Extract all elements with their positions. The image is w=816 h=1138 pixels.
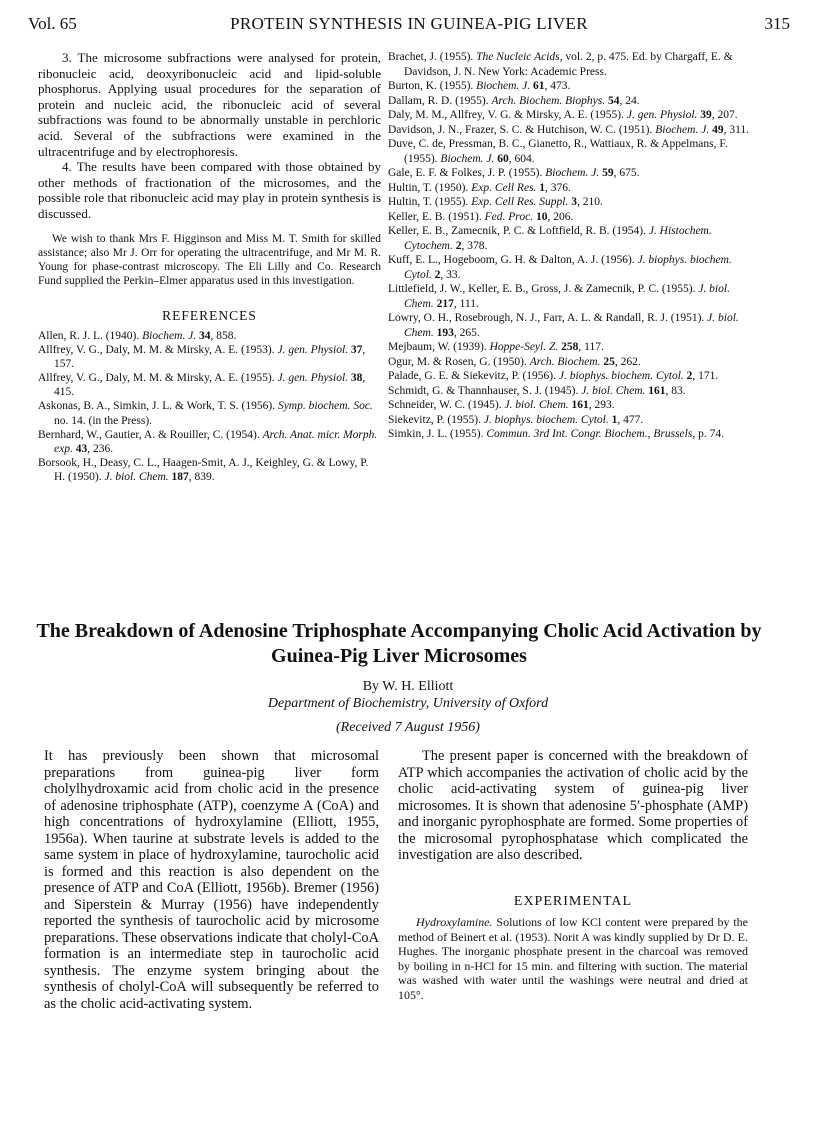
reference-authors: Brachet, J. (1955). [388, 51, 474, 63]
reference-entry [388, 181, 750, 196]
reference-volume: 2 [686, 370, 693, 382]
intro-paragraph: It has previously been shown that microsomal preparations from guinea-pig liver form cholylhydroxamic acid from cholic acid in the presence of adenosine triphosphate (ATP), coenzyme A (CoA) and high concentrations of hydroxylamine (Elliott, 1955, 1956a). When taurine at substrate levels is added to the same system in place of hydroxylamine, taurocholic acid is formed and this reaction is also dependent on the presence of ATP and CoA (Elliott, 1956b). Bremer (1956) and Siperstein & Murray (1956) have independently reported the synthesis of taurocholic acid by microsome preparations. These observations indicate that cholyl-CoA formation is an intermediate step in taurocholic acid synthesis. The enzyme system bringing about the synthesis of cholyl-CoA will subsequently be referred to as the cholic acid-activating system. [44, 748, 379, 1012]
reference-pages: p. 74. [698, 428, 724, 440]
article-author: By W. H. Elliott [362, 679, 454, 694]
reference-entry [38, 343, 381, 371]
reference-entry [388, 166, 750, 181]
reference-volume: 2 [455, 239, 462, 252]
reference-authors: Palade, G. E. & Siekevitz, P. (1956). [388, 370, 557, 382]
reference-volume: 1 [539, 181, 546, 194]
references-list-right [388, 50, 750, 442]
reference-entry [388, 427, 750, 442]
reference-authors: Allfrey, V. G., Daly, M. M. & Mirsky, A. E. (1955). [38, 372, 275, 385]
reference-authors: Dallam, R. D. (1955). [388, 94, 489, 107]
reference-volume: 34 [198, 329, 211, 342]
reference-journal: J. biophys. biochem. Cytol. [404, 254, 732, 281]
reference-entry [388, 340, 750, 355]
reference-entry [388, 210, 750, 225]
reference-journal: Arch. Anat. micr. Morph. exp. [54, 428, 378, 455]
reference-journal: J. Histochem. Cytochem. [404, 225, 712, 252]
summary-point-4: 4. The results have been compared with those obtained by other methods of fractionation of the microsomes, and the possible role that ribonucleic acid may play in protein synthesis is discussed. [38, 159, 381, 221]
reference-pages: , 33. [440, 268, 461, 281]
body-right-column [398, 748, 748, 1002]
reference-pages: , 378. [461, 239, 488, 252]
reference-journal: Arch. Biochem. [529, 355, 601, 368]
hydroxylamine-paragraph [398, 915, 748, 1002]
reference-pages: , 206. [547, 210, 574, 223]
reference-entry [388, 123, 750, 138]
reference-entry [388, 137, 750, 166]
reference-pages: , 111. [453, 297, 479, 310]
reference-entry [388, 108, 750, 123]
reference-entry [38, 399, 381, 427]
reference-pages: vol. 2, p. 475. Ed. by Chargaff, E. & Davidson, J. N. New York: Academic Press. [404, 51, 733, 78]
experimental-heading: EXPERIMENTAL [513, 893, 633, 909]
reference-volume: 258 [561, 341, 579, 353]
reference-volume: 38 [350, 372, 363, 385]
reference-volume: 161 [571, 399, 589, 411]
reference-pages: , 210. [576, 196, 603, 208]
reference-authors: Keller, E. B., Zamecnik, P. C. & Loftfield, R. B. (1954). [388, 225, 646, 237]
running-title: PROTEIN SYNTHESIS IN GUINEA-PIG LIVER [230, 14, 588, 33]
reference-pages: , 117. [578, 341, 604, 353]
reference-journal: Biochem. J. [142, 329, 197, 342]
reference-entry [388, 384, 750, 399]
acknowledgement: We wish to thank Mrs F. Higginson and Miss M. T. Smith for skilled assistance; also Mr J. Orr for operating the ultracentrifuge, and Mr M. R. Young for phase-contrast microscopy. The Eli Lilly and Co. Research Fund supplied the Perkin–Elmer apparatus used in this investigation. [38, 232, 381, 288]
reference-entry [388, 398, 750, 413]
reference-entry [388, 224, 750, 253]
reference-volume: 49 [712, 123, 724, 136]
reference-entry [388, 311, 750, 340]
reference-volume: 1 [611, 413, 618, 426]
reference-volume: 37 [350, 344, 363, 357]
reference-entry [388, 413, 750, 428]
reference-entry [388, 94, 750, 109]
reference-authors: Gale, E. F. & Folkes, J. P. (1955). [388, 167, 543, 179]
hydroxylamine-text: Solutions of low KCl content were prepared by the method of Beinert et al. (1953). Norit A was kindly supplied by Dr D. E. Hughes. The inorganic phosphate present in the charcoal was removed by boiling in n-HCl for 15 min. and filtering with suction. The material was washed with water until the washings were neutral and dried at 105°. [398, 915, 748, 1002]
reference-journal: Fed. Proc. [484, 210, 534, 223]
reference-journal: J. gen. Physiol. [277, 372, 349, 385]
reference-journal: Biochem. J. [655, 123, 710, 136]
reference-journal: The Nucleic Acids, [476, 51, 563, 63]
reference-pages: no. 14. (in the Press). [54, 414, 153, 427]
reference-authors: Lowry, O. H., Rosebrough, N. J., Farr, A. L. & Randall, R. J. (1951). [388, 312, 705, 324]
reference-entry [388, 282, 750, 311]
reference-journal: J. biol. Chem. [504, 399, 569, 411]
volume-label: Vol. 65 [28, 14, 77, 33]
reference-authors: Daly, M. M., Allfrey, V. G. & Mirsky, A. E. (1955). [388, 109, 624, 121]
reference-authors: Duve, C. de, Pressman, B. C., Gianetto, R., Wattiaux, R. & Appelmans, F. (1955). [388, 138, 728, 165]
reference-journal: J. biol. Chem. [581, 384, 646, 397]
reference-journal: J. gen. Physiol. [277, 344, 349, 357]
page-number: 315 [764, 14, 790, 33]
reference-journal: Biochem. J. [545, 167, 600, 179]
reference-pages: , 157. [54, 344, 366, 371]
reference-journal: Biochem. J. [440, 152, 495, 165]
reference-authors: Keller, E. B. (1951). [388, 210, 482, 223]
reference-volume: 193 [436, 326, 454, 339]
reference-journal: Biochem. J. [476, 80, 531, 92]
reference-pages: , 839. [188, 470, 215, 483]
reference-authors: Schneider, W. C. (1945). [388, 399, 502, 411]
reference-volume: 187 [171, 470, 189, 483]
reference-pages: , 236. [87, 442, 114, 455]
running-header [28, 14, 790, 38]
reference-entry [38, 456, 381, 484]
reference-volume: 54 [607, 94, 620, 107]
present-paper-paragraph: The present paper is concerned with the breakdown of ATP which accompanies the activation of cholic acid by the cholic acid-activating system of guinea-pig liver microsomes. It is shown that adenosine 5′-phosphate (AMP) and inorganic pyrophosphate are formed. Some properties of the microsomal pyrophosphatase which complicated the investigation are also described. [398, 748, 748, 863]
reference-authors: Siekevitz, P. (1955). [388, 413, 481, 426]
reference-entry [38, 371, 381, 399]
reference-volume: 60 [497, 152, 509, 165]
references-list-left [38, 329, 381, 484]
reference-journal: J. biol. Chem. [404, 283, 730, 310]
reference-journal: Symp. biochem. Soc. [277, 400, 373, 413]
reference-pages: , 604. [508, 152, 535, 165]
reference-entry [388, 195, 750, 210]
reference-pages: , 262. [614, 355, 641, 368]
reference-pages: , 83. [665, 384, 686, 397]
reference-journal: J. biophys. biochem. Cytol. [483, 413, 609, 426]
reference-pages: , 171. [692, 370, 719, 382]
reference-authors: Allen, R. J. L. (1940). [38, 329, 140, 342]
reference-authors: Burton, K. (1955). [388, 80, 474, 92]
reference-authors: Simkin, J. L. (1955). [388, 428, 484, 440]
reference-entry [388, 253, 750, 282]
references-heading: REFERENCES [162, 308, 257, 324]
reference-pages: , 311. [723, 123, 750, 136]
reference-authors: Schmidt, G. & Thannhauser, S. J. (1945). [388, 384, 579, 397]
reference-authors: Mejbaum, W. (1939). [388, 341, 487, 353]
reference-volume: 2 [434, 268, 441, 281]
reference-journal: Hoppe-Seyl. Z. [489, 341, 559, 353]
reference-pages: , 473. [544, 80, 571, 92]
reference-entry [388, 369, 750, 384]
reference-entry [388, 355, 750, 370]
reference-pages: , 376. [545, 181, 571, 194]
reference-authors: Hultin, T. (1955). [388, 196, 469, 208]
summary-point-3: 3. The microsome subfractions were analysed for protein, ribonucleic acid, deoxyribonucleic acid and lipid-soluble phosphorus. Applying usual procedures for the separation of protein and nucleic acid, the ribonucleic acid of several subfractions was found to be abnormally unstable in perchloric acid. Several of the subfractions were examined in the ultracentrifuge and by electrophoresis. [38, 50, 381, 159]
body-left-column [44, 748, 379, 1012]
reference-journal: Exp. Cell Res. Suppl. [471, 196, 569, 208]
reference-journal: J. gen. Physiol. [626, 109, 698, 121]
reference-volume: 39 [700, 109, 712, 121]
reference-pages: , 675. [613, 167, 640, 179]
left-column-top [38, 50, 381, 484]
reference-authors: Hultin, T. (1950). [388, 181, 469, 194]
reference-pages: , 24. [619, 94, 640, 107]
reference-volume: 10 [535, 210, 548, 223]
reference-pages: , 415. [54, 372, 366, 399]
reference-authors: Allfrey, V. G., Daly, M. M. & Mirsky, A. E. (1953). [38, 344, 275, 357]
reference-journal: J. biophys. biochem. Cytol. [558, 370, 684, 382]
reference-volume: 3 [571, 196, 577, 208]
reference-pages: , 293. [588, 399, 615, 411]
reference-volume: 25 [603, 355, 615, 368]
reference-entry [388, 79, 750, 94]
reference-authors: Bernhard, W., Gautier, A. & Rouiller, C. (1954). [38, 428, 260, 441]
reference-pages: , 477. [617, 413, 644, 426]
reference-authors: Davidson, J. N., Frazer, S. C. & Hutchison, W. C. (1951). [388, 123, 653, 136]
reference-pages: , 858. [210, 329, 237, 342]
reference-entry [38, 428, 381, 456]
reference-volume: 61 [533, 80, 545, 92]
received-date: (Received 7 August 1956) [336, 720, 480, 735]
reference-journal: J. biol. Chem. [104, 470, 169, 483]
reference-volume: 59 [602, 167, 614, 179]
reference-authors: Borsook, H., Deasy, C. L., Haagen-Smit, A. J., Keighley, G. & Lowy, P. H. (1950). [38, 456, 369, 483]
article-affiliation: Department of Biochemistry, University of Oxford [267, 696, 549, 711]
reference-authors: Littlefield, J. W., Keller, E. B., Gross, J. & Zamecnik, P. C. (1955). [388, 283, 696, 295]
article-title: The Breakdown of Adenosine Triphosphate Accompanying Cholic Acid Activation by Guinea-Pig Liver Microsomes [36, 620, 762, 667]
right-column-top [388, 50, 750, 442]
reference-volume: 161 [648, 384, 666, 397]
reference-journal: Exp. Cell Res. [471, 181, 537, 194]
reference-volume: 217 [436, 297, 454, 310]
reference-entry [38, 329, 381, 343]
reference-entry [388, 50, 750, 79]
hydroxylamine-label: Hydroxylamine. [416, 915, 493, 929]
reference-authors: Askonas, B. A., Simkin, J. L. & Work, T. S. (1956). [38, 400, 276, 413]
reference-pages: , 265. [453, 326, 480, 339]
reference-journal: J. biol. Chem. [404, 312, 739, 339]
reference-pages: , 207. [711, 109, 738, 121]
reference-journal: Commun. 3rd Int. Congr. Biochem., Brussels, [486, 428, 696, 440]
reference-authors: Ogur, M. & Rosen, G. (1950). [388, 355, 527, 368]
reference-authors: Kuff, E. L., Hogeboom, G. H. & Dalton, A. J. (1956). [388, 254, 635, 266]
reference-journal: Arch. Biochem. Biophys. [491, 94, 606, 107]
reference-volume: 43 [75, 442, 88, 455]
